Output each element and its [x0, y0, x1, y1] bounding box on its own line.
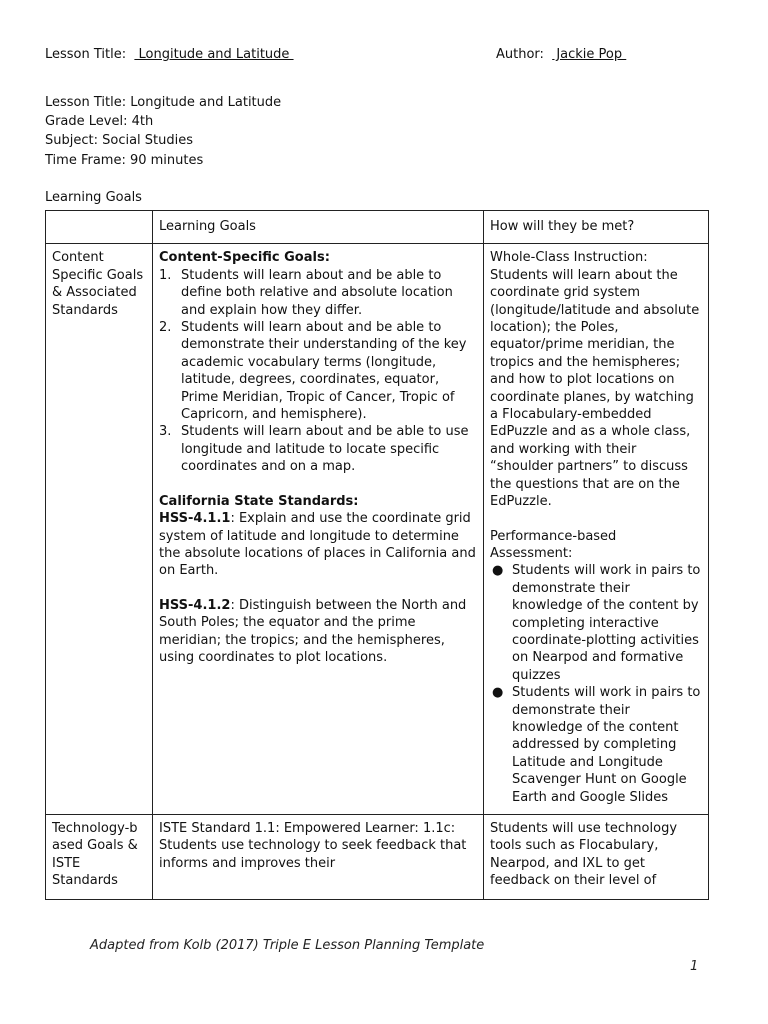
assessment-heading: Performance-based Assessment: — [490, 528, 617, 561]
standard-code: HSS-4.1.2 — [159, 597, 231, 613]
goal-text: Students will learn about and be able to define both relative and absolute location and explain how they differ. — [181, 267, 453, 318]
assessment-text: Students will work in pairs to demonstrate their knowledge of the content by completing interactive coordinate-plotting activities on Nearpod and formative quizzes — [512, 563, 701, 683]
author-line — [496, 46, 626, 63]
content-goals-list — [159, 267, 477, 476]
goal-item — [159, 267, 477, 319]
goal-number: 2. — [159, 320, 172, 336]
content-goals-heading: Content-Specific Goals: — [159, 250, 330, 266]
goal-item — [159, 423, 477, 475]
technology-goals-row — [46, 815, 709, 900]
author-value: Jackie Pop — [552, 47, 627, 62]
meta-subject: Subject: Social Studies — [45, 133, 194, 149]
header-cell-empty — [46, 211, 153, 244]
assessment-text: Students will work in pairs to demonstrate their knowledge of the content addressed by completing Latitude and Longitude Scavenger Hunt on Google Earth and Google Slides — [512, 685, 701, 805]
standard-item — [159, 510, 477, 580]
tech-row-label: Technology-b ased Goals & ISTE Standards — [46, 815, 153, 900]
author-label: Author: — [496, 47, 544, 62]
meta-time-frame: Time Frame: 90 minutes — [45, 152, 204, 168]
tech-how-met-cell: Students will use technology tools such as Flocabulary, Nearpod, and IXL to get feedback on their level of — [484, 815, 709, 900]
learning-goals-table — [45, 210, 709, 900]
content-how-met-cell — [484, 244, 709, 815]
assessment-item — [490, 562, 702, 684]
standard-text: : Explain and use the coordinate grid system of latitude and longitude to determine the absolute locations of places in California and on Earth. — [159, 511, 476, 579]
header-cell-how-met: How will they be met? — [484, 211, 709, 244]
content-row-label: Content Specific Goals & Associated Standards — [46, 244, 153, 815]
lesson-meta — [45, 93, 281, 170]
goal-text: Students will learn about and be able to use longitude and latitude to locate specific coordinates and on a map. — [181, 424, 469, 475]
goal-number: 3. — [159, 424, 172, 440]
lesson-title-label: Lesson Title: — [45, 47, 127, 62]
learning-goals-title: Learning Goals — [45, 190, 142, 205]
bullet-icon: ● — [492, 685, 504, 701]
standards-heading: California State Standards: — [159, 493, 359, 509]
assessment-list — [490, 562, 702, 806]
standard-text: : Distinguish between the North and South Poles; the equator and the prime meridian; the tropics; and the hemispheres, using coordinates to plot locations. — [159, 597, 467, 665]
instruction-text: Whole-Class Instruction: Students will learn about the coordinate grid system (longitude/latitude and absolute location); the Poles, equator/prime meridian, the tropics and the hemispheres; and how to plot locations on coordinate planes, by watching a Flocabulary-embedded EdPuzzle and as a whole class, and working with their “shoulder partners” to discuss the questions that are on the EdPuzzle. — [490, 250, 700, 510]
lesson-title-value: Longitude and Latitude — [134, 47, 294, 62]
goal-item — [159, 319, 477, 423]
content-goals-cell — [153, 244, 484, 815]
meta-grade-level: Grade Level: 4th — [45, 114, 154, 130]
content-goals-row — [46, 244, 709, 815]
page-number: 1 — [690, 959, 699, 974]
tech-goals-cell: ISTE Standard 1.1: Empowered Learner: 1.1c: Students use technology to seek feedback that informs and improves their — [153, 815, 484, 900]
footer-note: Adapted from Kolb (2017) Triple E Lesson Planning Template — [90, 938, 485, 953]
meta-lesson-title: Lesson Title: Longitude and Latitude — [45, 95, 282, 110]
goal-number: 1. — [159, 267, 172, 283]
goal-text: Students will learn about and be able to demonstrate their understanding of the key academic vocabulary terms (longitude, latitude, degrees, coordinates, equator, Prime Meridian, Tropic of Cancer, Tropic of Capricorn, and hemisphere). — [181, 320, 467, 423]
bullet-icon: ● — [492, 563, 504, 579]
header-cell-learning-goals: Learning Goals — [153, 211, 484, 244]
table-header-row — [46, 211, 709, 244]
lesson-title-line — [45, 46, 294, 63]
standard-code: HSS-4.1.1 — [159, 511, 231, 527]
assessment-item — [490, 684, 702, 806]
standard-item — [159, 597, 477, 667]
